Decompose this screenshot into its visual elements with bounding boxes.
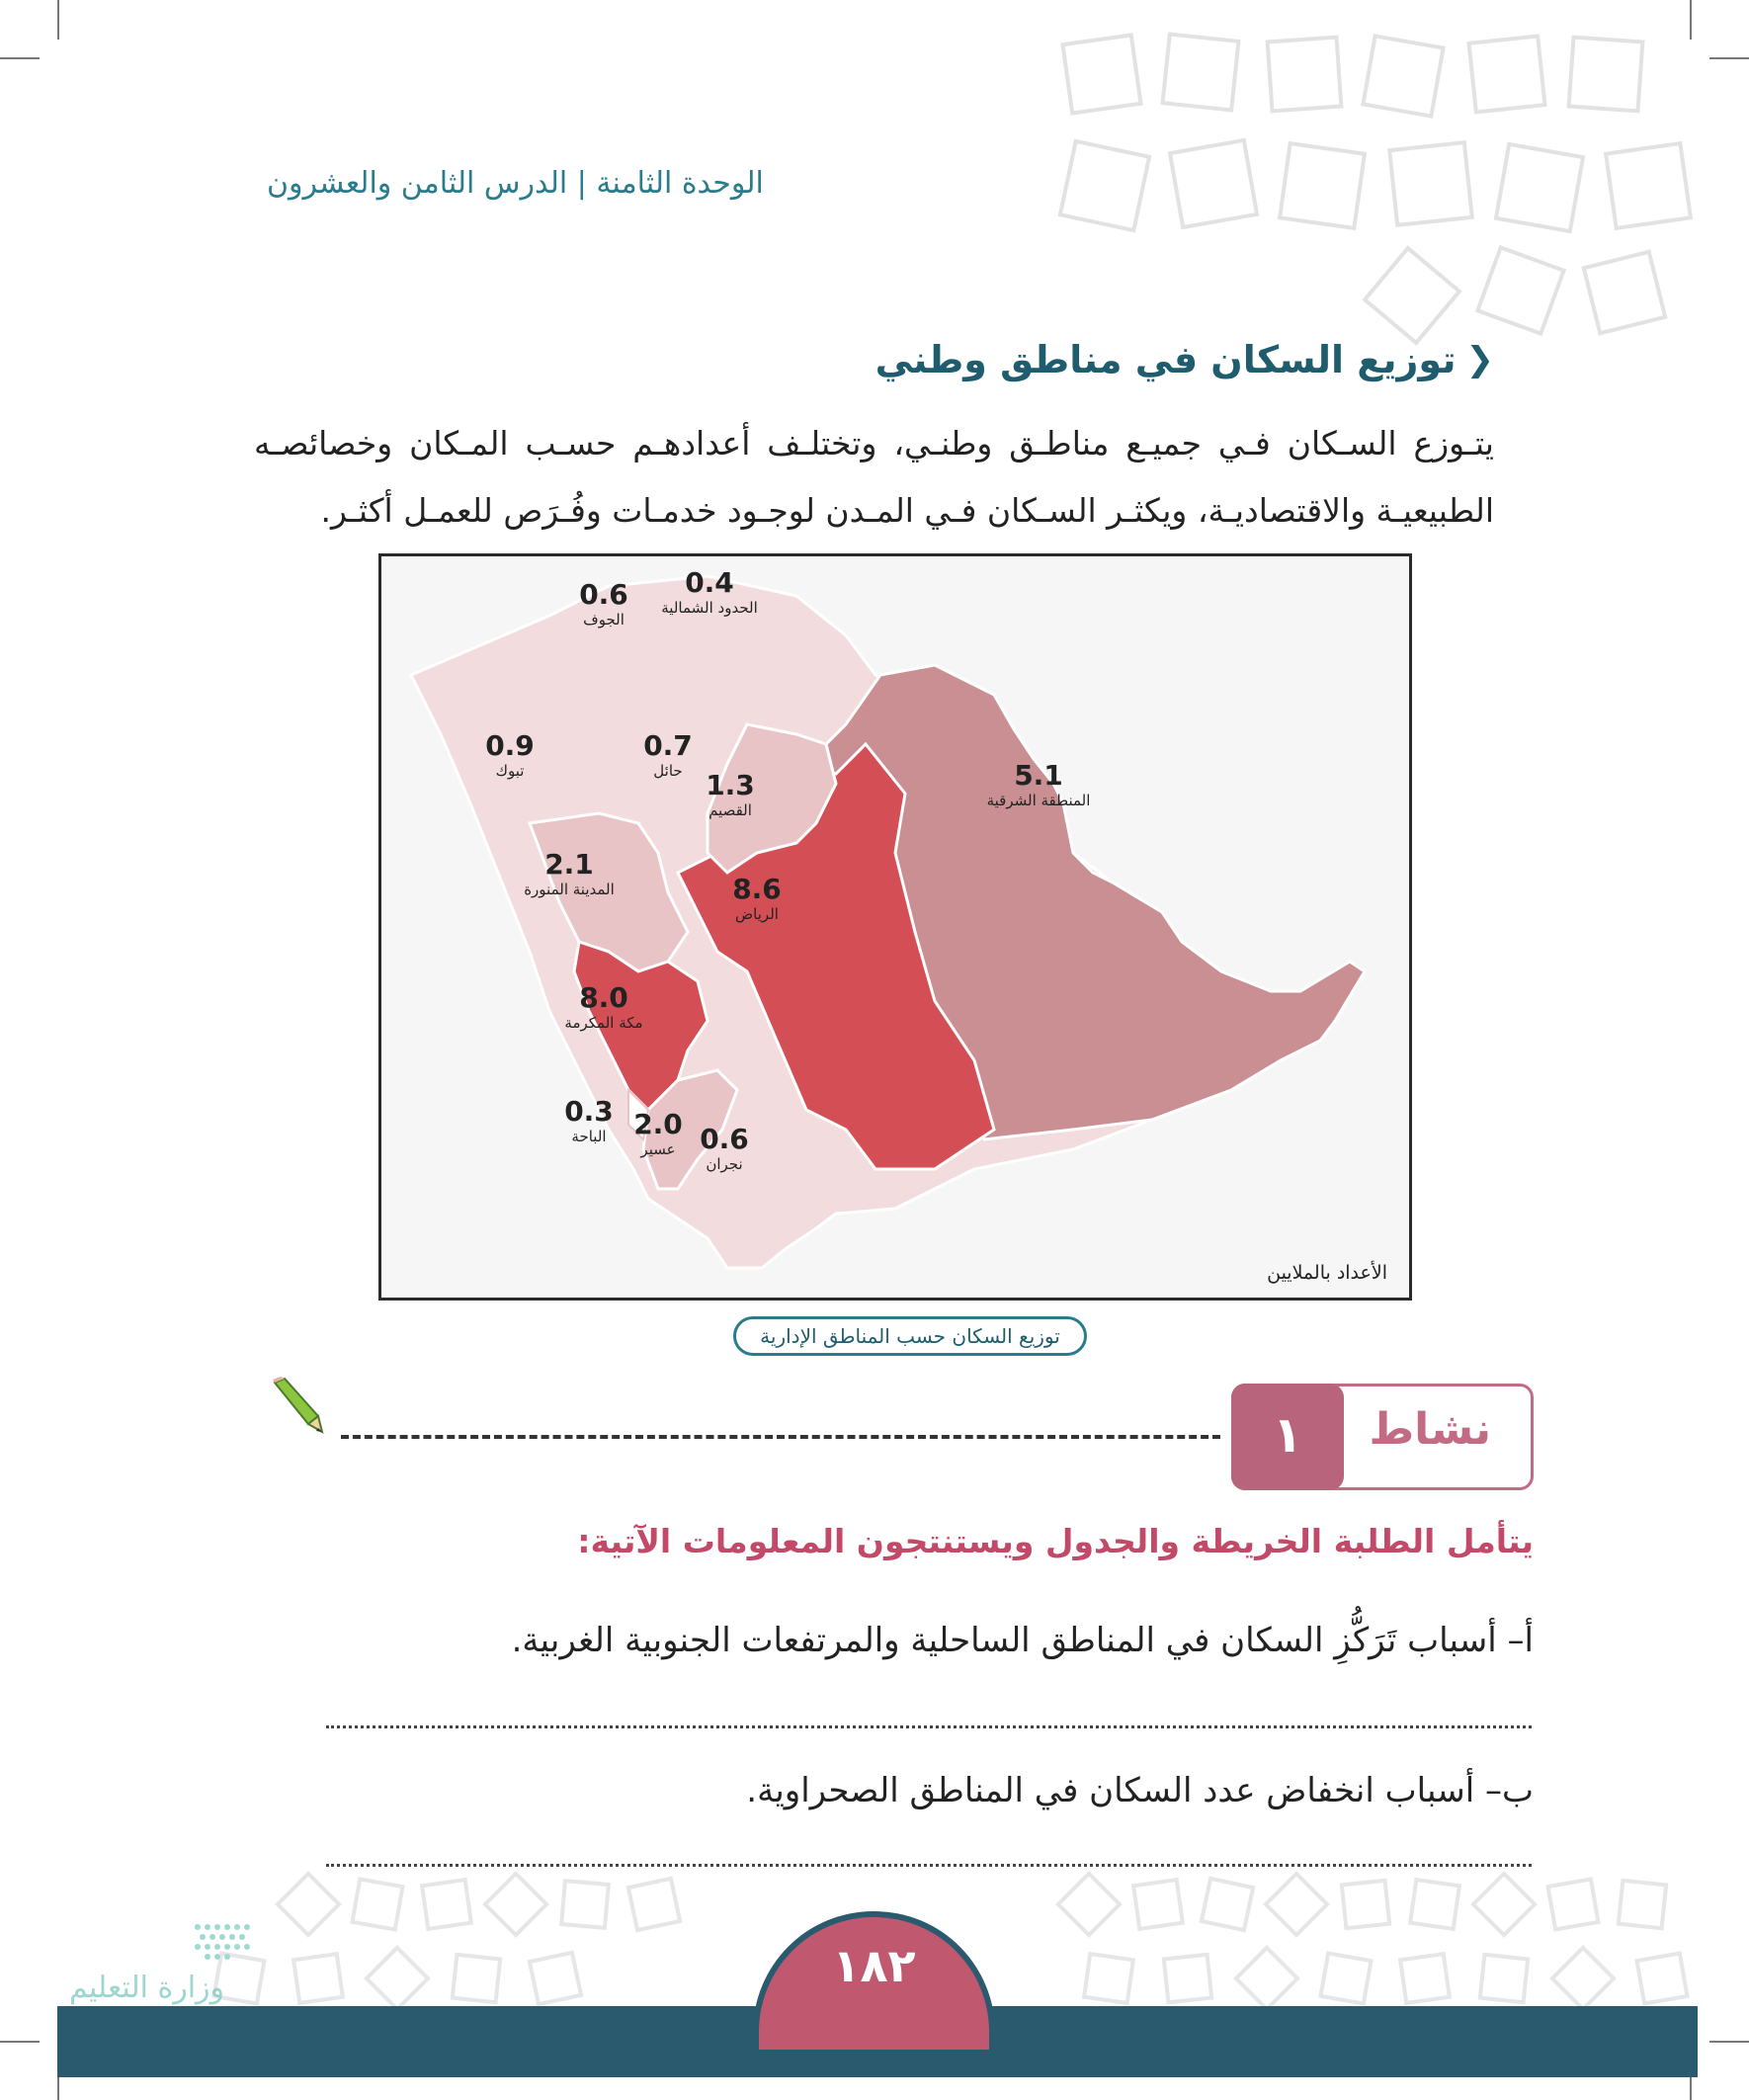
region-label: 0.6 الجوف — [579, 578, 628, 629]
crop-mark — [57, 0, 59, 40]
population-map — [378, 553, 1412, 1301]
pencil-icon — [265, 1377, 324, 1436]
answer-line-b[interactable] — [326, 1864, 1532, 1867]
activity-divider — [341, 1435, 1220, 1439]
region-label: 8.0 مكة المكرمة — [564, 981, 643, 1032]
region-label: 0.9 تبوك — [485, 729, 535, 780]
crop-mark — [1709, 2041, 1749, 2043]
intro-paragraph: يتـوزع السـكان فـي جميـع مناطـق وطنـي، وتختلـف أعدادهـم حسـب المـكان وخصائصـه الطبيعيـة والاقتصاديـة، ويكثـر السـكان فـي المـدن لوجـود خدمـات وفُـرَص للعمـل أكثـر. — [254, 424, 1494, 530]
map-unit-note: الأعداد بالملايين — [1267, 1262, 1387, 1284]
region-label: 2.1 المدينة المنورة — [524, 848, 615, 898]
region-label: 0.6 نجران — [700, 1123, 749, 1173]
region-label: 8.6 الرياض — [732, 873, 782, 923]
region-label: 0.3 الباحة — [564, 1095, 614, 1145]
section-title — [875, 338, 1494, 381]
crop-mark — [0, 57, 40, 59]
region-label: 0.7 حائل — [643, 729, 693, 780]
map-caption: توزيع السكان حسب المناطق الإدارية — [733, 1316, 1087, 1356]
ministry-name: وزارة التعليم — [69, 1971, 225, 2005]
activity-label: نشاط — [1369, 1404, 1491, 1455]
crop-mark — [0, 2041, 40, 2043]
page-number: ١٨٢ — [832, 1939, 916, 1992]
unit-lesson-header: الوحدة الثامنة | الدرس الثامن والعشرون — [267, 166, 764, 201]
region-label: 2.0 عسير — [633, 1108, 683, 1158]
question-a: أ– أسباب تَرَكُّزِ السكان في المناطق الساحلية والمرتفعات الجنوبية الغربية. — [511, 1621, 1534, 1660]
crop-mark — [1690, 0, 1692, 40]
saudi-regions-map — [381, 556, 1409, 1298]
answer-line-a[interactable] — [326, 1725, 1532, 1728]
chevron-right-icon: ❮ — [1465, 340, 1494, 379]
question-b: ب– أسباب انخفاض عدد السكان في المناطق الصحراوية. — [746, 1771, 1534, 1810]
section-title-text: توزيع السكان في مناطق وطني — [874, 338, 1457, 381]
crop-mark — [1709, 57, 1749, 59]
region-label: 5.1 المنطقة الشرقية — [986, 759, 1091, 809]
region-label: 1.3 القصيم — [706, 769, 755, 819]
region-label: 0.4 الحدود الشمالية — [661, 566, 758, 617]
activity-box — [1231, 1384, 1534, 1490]
activity-instruction: يتأمل الطلبة الخريطة والجدول ويستنتجون المعلومات الآتية: — [577, 1522, 1534, 1560]
activity-number: ١ — [1231, 1384, 1344, 1490]
ministry-dots-icon — [89, 1917, 267, 1967]
